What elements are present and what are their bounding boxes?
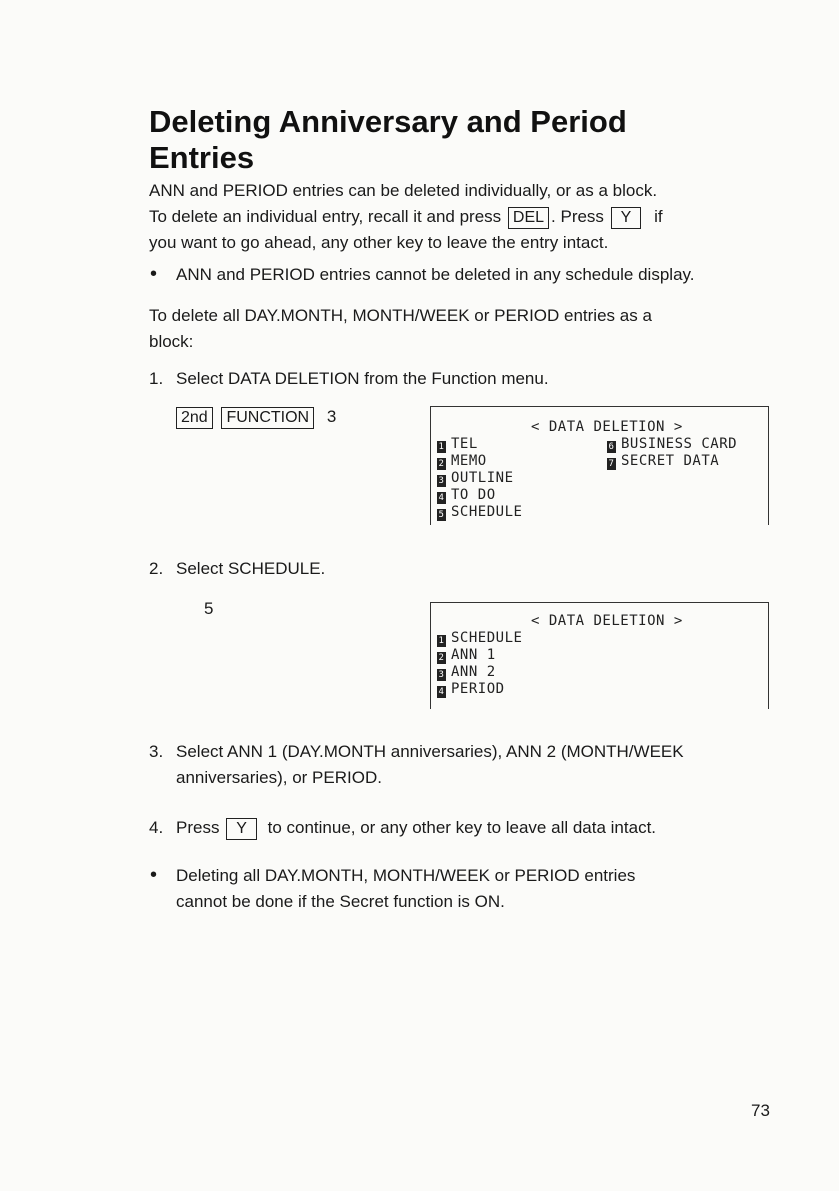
screen-1-item: 2 MEMO [438, 453, 487, 469]
screen-2-item: 2 ANN 1 [438, 647, 496, 663]
step-2-key-number: 5 [204, 599, 214, 618]
lcd-screen-schedule-deletion [430, 602, 769, 709]
bullet-icon: • [150, 263, 158, 285]
screen-1-item: 1 TEL [438, 436, 478, 452]
screen-1-item: 5 SCHEDULE [438, 504, 523, 520]
step-1-key-number: 3 [326, 407, 337, 426]
y-key: Y [611, 207, 642, 229]
step-2-text: Select SCHEDULE. [176, 559, 326, 578]
step-3-line-2: anniversaries), or PERIOD. [176, 768, 382, 787]
2nd-key: 2nd [176, 407, 213, 429]
bullet-2-line-1: Deleting all DAY.MONTH, MONTH/WEEK or PERIOD entries [176, 866, 636, 885]
screen-2-item: 4 PERIOD [438, 681, 505, 697]
screen-1-item: 7 SECRET DATA [608, 453, 720, 469]
screen-2-item: 1 SCHEDULE [438, 630, 523, 646]
step-4-number: 4. [149, 818, 164, 837]
screen-2-item: 3 ANN 2 [438, 664, 496, 680]
screen-2-title: < DATA DELETION > [531, 613, 683, 629]
intro-line-2a: To delete an individual entry, recall it and press [149, 207, 502, 226]
screen-1-item: 3 OUTLINE [438, 470, 514, 486]
bullet-icon: • [150, 864, 158, 886]
lcd-screen-data-deletion [430, 406, 769, 525]
step-1-number: 1. [149, 369, 164, 388]
block-intro-line-1: To delete all DAY.MONTH, MONTH/WEEK or PERIOD entries as a [149, 306, 652, 325]
step-3-line-1: Select ANN 1 (DAY.MONTH anniversaries), ANN 2 (MONTH/WEEK [176, 742, 684, 761]
y-key: Y [226, 818, 257, 840]
intro-line-2 [149, 204, 663, 230]
step-4-text [176, 815, 656, 841]
step-3-number: 3. [149, 742, 164, 761]
screen-1-item: 6 BUSINESS CARD [608, 436, 738, 452]
page-number: 73 [751, 1101, 770, 1120]
screen-1-item: 4 TO DO [438, 487, 496, 503]
step-1-keys [174, 404, 336, 430]
step-4-text-a: Press [176, 818, 220, 837]
step-4-text-b: to continue, or any other key to leave all data intact. [267, 818, 657, 837]
bullet-2-line-2: cannot be done if the Secret function is ON. [176, 892, 505, 911]
function-key: FUNCTION [221, 407, 314, 429]
step-1-text: Select DATA DELETION from the Function menu. [176, 369, 549, 388]
del-key: DEL [508, 207, 549, 229]
intro-line-1: ANN and PERIOD entries can be deleted individually, or as a block. [149, 181, 658, 200]
step-2-number: 2. [149, 559, 164, 578]
intro-line-3: you want to go ahead, any other key to leave the entry intact. [149, 233, 609, 252]
screen-1-title: < DATA DELETION > [531, 419, 683, 435]
intro-line-2c: if [654, 207, 663, 226]
intro-line-2b: . Press [551, 207, 604, 226]
page-title: Deleting Anniversary and Period Entries [149, 104, 627, 175]
bullet-1-text: ANN and PERIOD entries cannot be deleted in any schedule display. [176, 265, 695, 284]
block-intro-line-2: block: [149, 332, 194, 351]
